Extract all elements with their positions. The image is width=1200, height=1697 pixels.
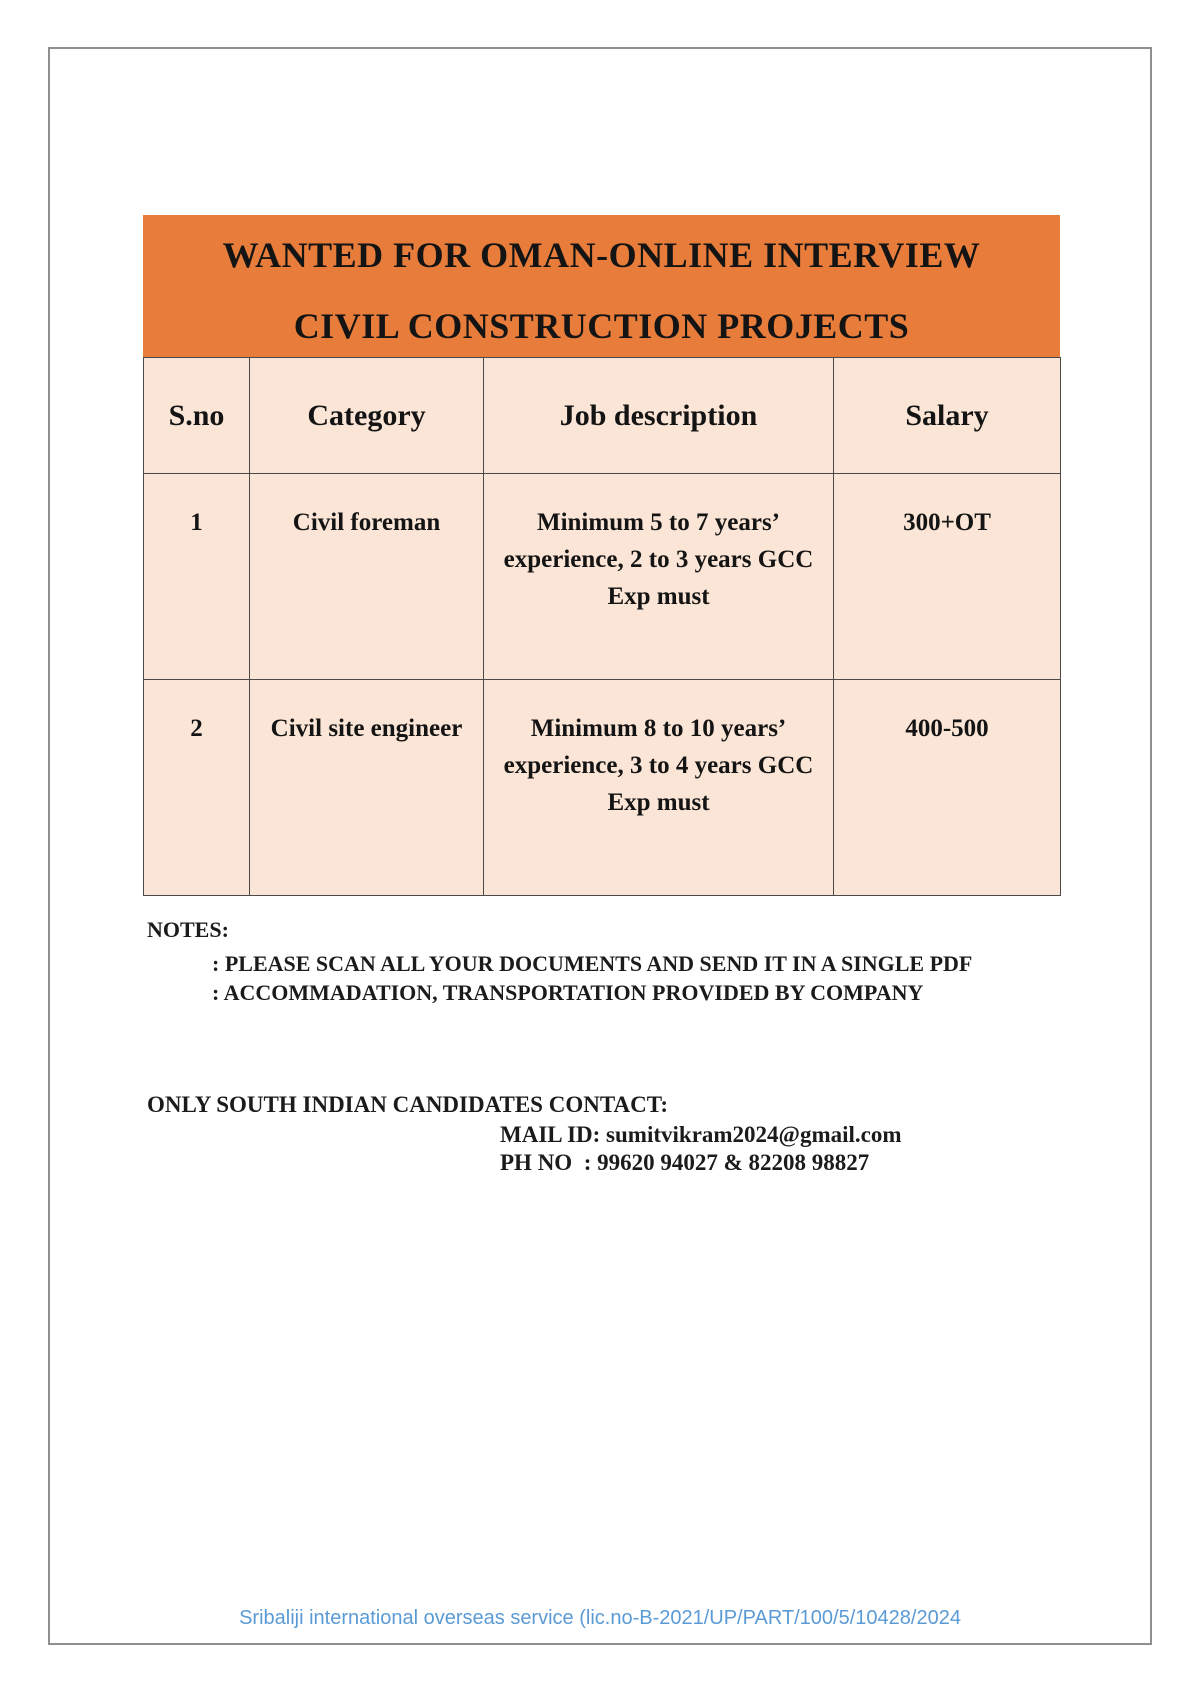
cell-category: Civil foreman xyxy=(250,474,484,680)
contact-section xyxy=(147,1091,1067,1177)
contact-mail-id: MAIL ID: sumitvikram2024@gmail.com xyxy=(500,1122,902,1147)
cell-sno: 2 xyxy=(144,680,250,896)
notes-section xyxy=(147,916,1047,1007)
cell-description: Minimum 5 to 7 years’ experience, 2 to 3 years GCC Exp must xyxy=(484,474,834,680)
header-category: Category xyxy=(250,358,484,474)
agency-license-footer: Sribaliji international overseas service (lic.no-B-2021/UP/PART/100/5/10428/2024 xyxy=(239,1607,961,1629)
note-item-accommodation: : ACCOMMADATION, TRANSPORTATION PROVIDED BY COMPANY xyxy=(212,980,924,1005)
banner-title-line-1: WANTED FOR OMAN-ONLINE INTERVIEW xyxy=(222,235,981,275)
notes-heading: NOTES: xyxy=(147,917,229,942)
jobs-table xyxy=(143,357,1061,896)
cell-salary: 300+OT xyxy=(834,474,1061,680)
table-row xyxy=(144,474,1061,680)
note-item-scan-documents: : PLEASE SCAN ALL YOUR DOCUMENTS AND SEND IT IN A SINGLE PDF xyxy=(212,951,973,976)
banner-title-line-2: CIVIL CONSTRUCTION PROJECTS xyxy=(293,306,910,346)
header-job-description: Job description xyxy=(484,358,834,474)
table-header-row xyxy=(144,358,1061,474)
header-salary: Salary xyxy=(834,358,1061,474)
notes-list xyxy=(212,949,1047,1007)
title-banner xyxy=(143,215,1060,362)
cell-category: Civil site engineer xyxy=(250,680,484,896)
cell-salary: 400-500 xyxy=(834,680,1061,896)
cell-description: Minimum 8 to 10 years’ experience, 3 to 4 years GCC Exp must xyxy=(484,680,834,896)
header-sno: S.no xyxy=(144,358,250,474)
contact-heading: ONLY SOUTH INDIAN CANDIDATES CONTACT: xyxy=(147,1092,668,1117)
table-row xyxy=(144,680,1061,896)
contact-phone-number: PH NO : 99620 94027 & 82208 98827 xyxy=(500,1150,870,1175)
cell-sno: 1 xyxy=(144,474,250,680)
